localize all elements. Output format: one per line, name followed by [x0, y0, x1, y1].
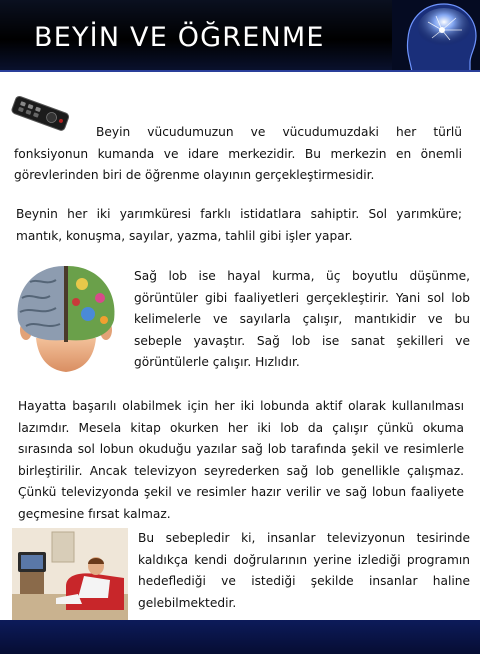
header-banner [0, 0, 480, 72]
paragraph-tv-influence: Bu sebepledir ki, insanlar televizyonun tesirinde kaldıkça kendi doğrularının yerine izlediği programın hedeflediği ve istediği şekilde insanlar haline gelebilmektedir. [138, 531, 470, 610]
header-divider [0, 70, 480, 72]
paragraph-brain-intro: Beyin vücudumuzun ve vücudumuzdaki her türlü fonksiyonun kumanda ve idare merkezidir. Bu merkezin en önemli görevlerinden biri de öğrenme olayının gerçekleştirmesidir. [14, 125, 462, 182]
footer-bar [0, 620, 480, 654]
paragraph-right-lobe: Sağ lob ise hayal kurma, üç boyutlu düşünme, görüntüler gibi faaliyetleri gerçekleştirir. Yani sol lob kelimelerle ve sayılarla çalışır, mantıkidir ve bu sebeple yavaştır. Sağ lob ise sanat şekilleri ve görüntülerle çalışır. Hızlıdır. [134, 269, 470, 369]
person-watching-tv-icon [12, 528, 128, 620]
two-hemisphere-brain-icon [8, 258, 124, 376]
paragraph-hemispheres: Beynin her iki yarımküresi farklı istidatlara sahiptir. Sol yarımküre; mantık, konuşma, sayılar, yazma, tahlil gibi işler yapar. [16, 207, 462, 243]
paragraph-reading-vs-tv: Hayatta başarılı olabilmek için her iki lobunda aktif olarak kullanılması lazımdır. Mesela kitap okurken her iki lob da çalışır çünkü okuma sırasında sol lobun okuduğu yazılar sağ lob tarafında şekil ve resimlerle birleştirilir. Ancak televizyon seyrederken sağ lob genellikle çalışmaz. Çünkü televizyonda şekil ve resimler hazır verilir ve sağ lobun faaliyete geçmesine fırsat kalmaz. [18, 399, 464, 521]
glowing-brain-head-icon [392, 0, 480, 72]
page-title: BEYİN VE ÖĞRENME [34, 22, 325, 53]
